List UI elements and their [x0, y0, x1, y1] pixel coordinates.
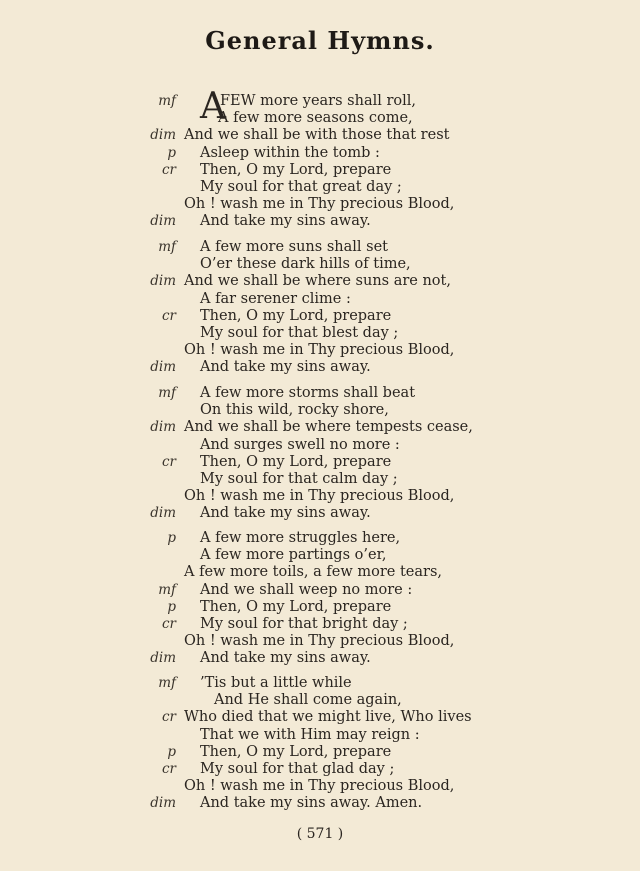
line-text: My soul for that great day ; — [200, 178, 402, 195]
hymn-line — [0, 239, 640, 256]
dynamic-marking: mf — [158, 93, 176, 109]
line-text: A few more toils, a few more tears, — [184, 564, 442, 581]
line-text: And take my sins away. — [200, 650, 371, 667]
line-text: A far serener clime : — [200, 290, 351, 307]
hymn-line — [0, 547, 640, 564]
drop-cap-letter: A — [200, 86, 226, 127]
line-text: And we shall weep no more : — [200, 581, 413, 598]
line-text: Then, O my Lord, prepare — [200, 161, 392, 178]
dynamic-marking: cr — [161, 709, 176, 726]
line-text: And take my sins away. — [200, 505, 371, 522]
dynamic-marking: dim — [150, 127, 176, 144]
hymn-line — [0, 308, 640, 325]
hymn-line — [0, 599, 640, 616]
dynamic-marking: dim — [150, 273, 176, 290]
dynamic-marking: cr — [161, 161, 176, 178]
hymn-line — [0, 179, 640, 196]
stanza-2 — [0, 239, 640, 377]
dynamic-marking: cr — [161, 760, 176, 777]
dynamic-marking: mf — [158, 581, 176, 598]
hymn-line — [0, 273, 640, 290]
dynamic-marking: p — [167, 144, 176, 161]
hymn-line — [0, 530, 640, 547]
hymn-line — [0, 692, 640, 709]
line-text: A few more struggles here, — [200, 530, 401, 546]
dynamic-marking: dim — [150, 359, 176, 376]
line-text: Then, O my Lord, prepare — [200, 453, 392, 470]
stanza-1 — [0, 86, 640, 231]
line-text: My soul for that bright day ; — [200, 615, 408, 632]
page-number: ( 571 ) — [296, 826, 344, 842]
hymn-line — [0, 196, 640, 213]
dynamic-marking: cr — [161, 453, 176, 470]
line-text: Oh ! wash me in Thy precious Blood, — [184, 196, 455, 213]
hymn-line — [0, 385, 640, 402]
line-text: And take my sins away. Amen. — [200, 795, 423, 812]
line-text: A few more seasons come, — [218, 110, 413, 127]
hymn-line — [0, 437, 640, 454]
dynamic-marking: mf — [158, 385, 176, 401]
page-title: General Hymns. — [205, 26, 435, 55]
line-text: A few more partings o’er, — [200, 547, 387, 564]
line-text: My soul for that blest day ; — [200, 324, 399, 341]
line-text: On this wild, rocky shore, — [200, 402, 389, 419]
hymn-line — [0, 564, 640, 581]
dynamic-marking: mf — [158, 239, 176, 255]
line-text: My soul for that glad day ; — [200, 760, 395, 777]
line-text: A few more storms shall beat — [200, 385, 416, 401]
hymn-line — [0, 145, 640, 162]
dynamic-marking: dim — [150, 419, 176, 436]
hymn-line — [0, 616, 640, 633]
hymn-line — [0, 325, 640, 342]
line-text: Oh ! wash me in Thy precious Blood, — [184, 342, 455, 359]
dynamic-marking: dim — [150, 505, 176, 522]
dynamic-marking: dim — [150, 213, 176, 230]
line-text: And He shall come again, — [214, 692, 402, 709]
line-text: And take my sins away. — [200, 213, 371, 230]
dynamic-marking: p — [167, 530, 176, 546]
hymn-line — [0, 342, 640, 359]
line-text: And we shall be with those that rest — [184, 127, 450, 144]
line-text: Who died that we might live, Who lives — [184, 709, 472, 726]
hymn-line — [0, 582, 640, 599]
hymn-line — [0, 162, 640, 179]
dynamic-marking: dim — [150, 650, 176, 667]
hymn-line — [0, 505, 640, 522]
hymn-line — [0, 650, 640, 667]
dynamic-marking: mf — [158, 675, 176, 691]
line-text: Then, O my Lord, prepare — [200, 743, 392, 760]
hymn-line — [0, 419, 640, 436]
line-text: FEW more years shall roll, — [220, 93, 417, 109]
line-text: And we shall be where tempests cease, — [184, 419, 473, 436]
hymn-line — [0, 488, 640, 505]
hymn-line — [0, 454, 640, 471]
hymn-line — [0, 127, 640, 144]
line-text: Asleep within the tomb : — [200, 144, 380, 161]
hymn-line — [0, 402, 640, 419]
line-text: And take my sins away. — [200, 359, 371, 376]
stanza-3 — [0, 385, 640, 523]
hymn-line — [0, 761, 640, 778]
line-text: O’er these dark hills of time, — [200, 256, 411, 273]
hymn-line — [0, 744, 640, 761]
line-text: And we shall be where suns are not, — [184, 273, 451, 290]
hymn-line — [0, 795, 640, 812]
line-text: And surges swell no more : — [200, 436, 400, 453]
hymn-line — [0, 471, 640, 488]
dynamic-marking: cr — [161, 615, 176, 632]
dynamic-marking: cr — [161, 307, 176, 324]
hymn-line — [0, 709, 640, 726]
hymn-line — [0, 675, 640, 692]
dynamic-marking: p — [167, 598, 176, 615]
dynamic-marking: p — [167, 743, 176, 760]
line-text: Oh ! wash me in Thy precious Blood, — [184, 488, 455, 505]
hymn-line — [0, 256, 640, 273]
line-text: Then, O my Lord, prepare — [200, 598, 392, 615]
line-text: That we with Him may reign : — [200, 726, 420, 743]
stanza-4 — [0, 530, 640, 668]
line-text: ’Tis but a little while — [200, 675, 352, 691]
line-text: My soul for that calm day ; — [200, 470, 398, 487]
hymn-line — [0, 633, 640, 650]
line-text: Then, O my Lord, prepare — [200, 307, 392, 324]
hymn-line — [0, 359, 640, 376]
hymn-line — [0, 727, 640, 744]
stanza-5 — [0, 675, 640, 813]
line-text: Oh ! wash me in Thy precious Blood, — [184, 778, 455, 795]
hymn-line — [0, 291, 640, 308]
line-text: Oh ! wash me in Thy precious Blood, — [184, 633, 455, 650]
hymn-line — [0, 213, 640, 230]
hymn-line — [0, 778, 640, 795]
line-text: A few more suns shall set — [200, 239, 388, 255]
hymn-line — [0, 110, 640, 127]
dynamic-marking: dim — [150, 795, 176, 812]
